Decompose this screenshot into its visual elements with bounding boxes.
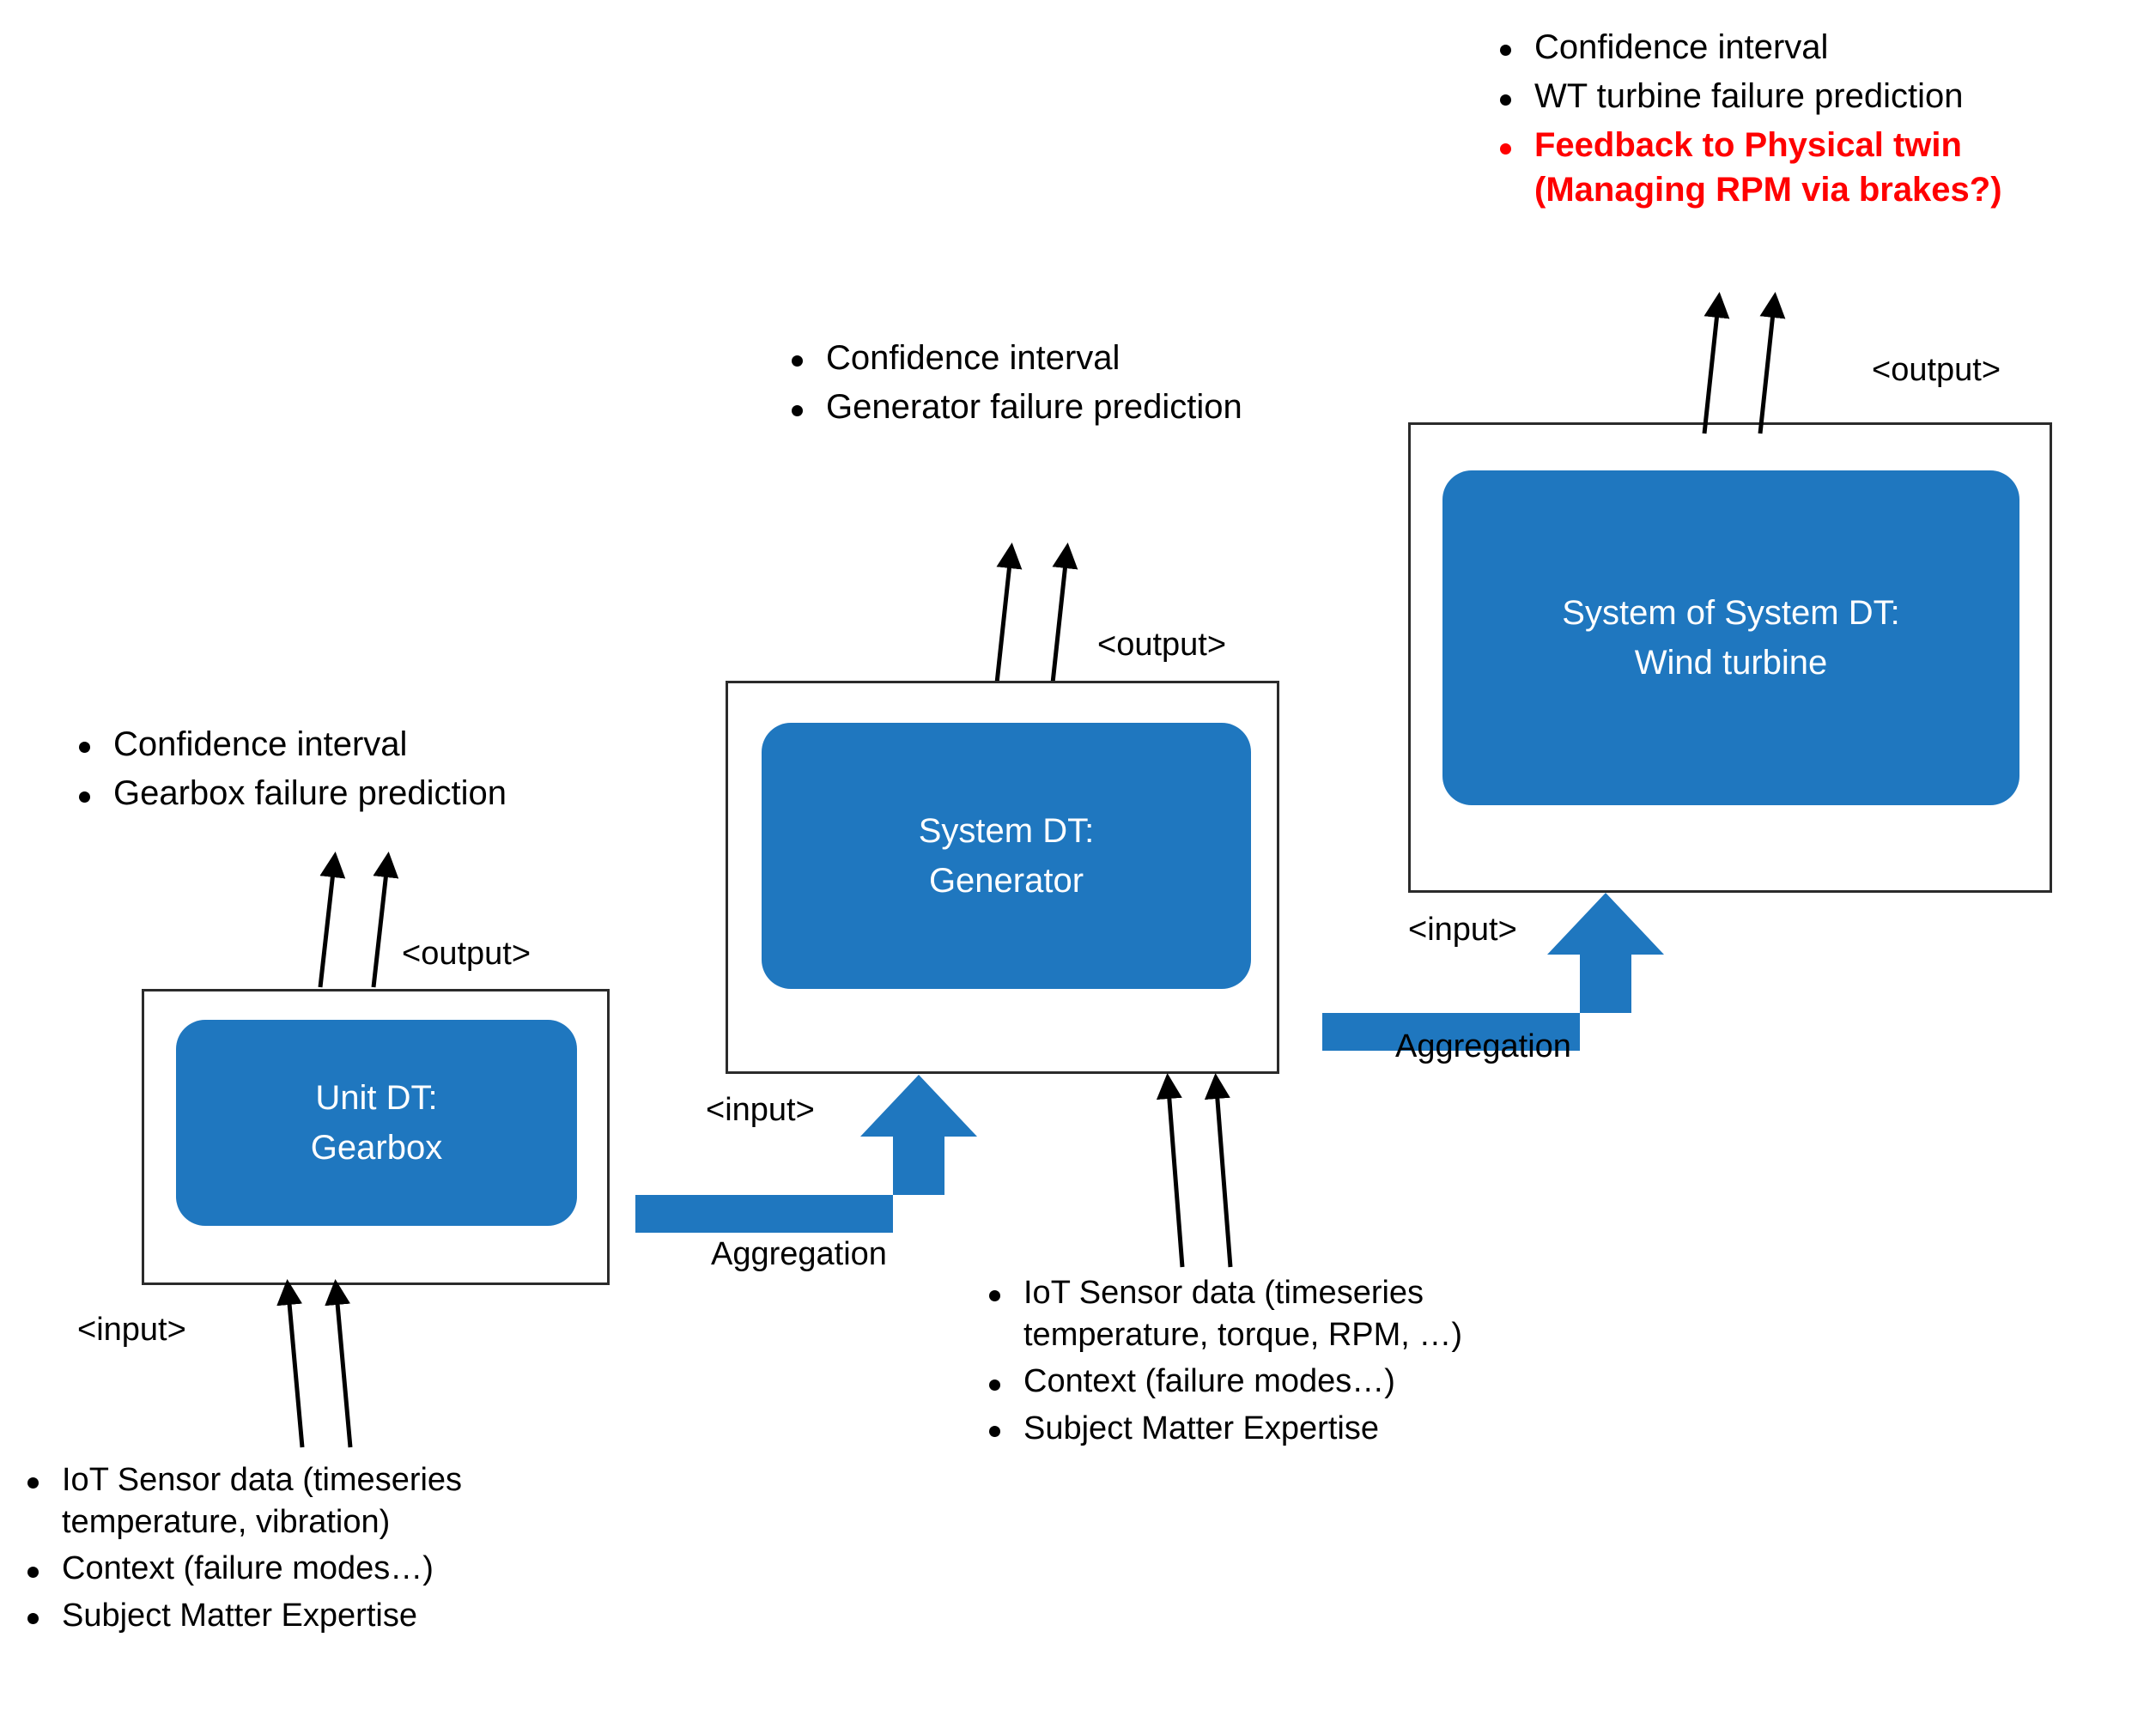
generator-output-item-1: Generator failure prediction: [773, 385, 1254, 429]
sos-output-tag: <output>: [1872, 352, 2001, 388]
generator-input-list: [970, 1272, 1554, 1455]
sos-input-tag: <input>: [1408, 912, 1517, 948]
sos-output-arrows: [1657, 292, 1846, 438]
generator-dt-line2: Generator: [928, 862, 1084, 900]
generator-input-arrows: [1163, 1073, 1318, 1270]
generator-dt-line1: System DT:: [918, 812, 1095, 850]
generator-input-item-0: IoT Sensor data (timeseries temperature, torque, RPM, …): [970, 1272, 1554, 1355]
turbine-output-item-0: Confidence interval: [1481, 26, 2134, 70]
gearbox-input-item-2: Subject Matter Expertise: [9, 1595, 627, 1637]
gearbox-output-tag: <output>: [402, 936, 531, 972]
gearbox-dt-line1: Unit DT:: [315, 1079, 438, 1117]
aggregation-label-2: Aggregation: [1395, 1028, 1571, 1064]
sos-dt-line2: Wind turbine: [1634, 644, 1828, 682]
generator-output-arrows: [970, 541, 1133, 695]
gearbox-input-tag: <input>: [77, 1312, 186, 1348]
gearbox-input-arrows: [283, 1279, 438, 1451]
generator-dt-box: [762, 723, 1251, 989]
generator-output-tag: <output>: [1097, 627, 1227, 663]
turbine-feedback-item: Feedback to Physical twin (Managing RPM via brakes?): [1481, 124, 2134, 211]
gearbox-dt-box: [176, 1020, 577, 1226]
sos-dt-box: [1442, 470, 2019, 805]
gearbox-input-list: [9, 1459, 627, 1642]
gearbox-output-item-1: Gearbox failure prediction: [60, 772, 678, 816]
turbine-output-list: [1481, 26, 2134, 217]
gearbox-dt-line2: Gearbox: [310, 1129, 443, 1167]
gearbox-output-list: [60, 723, 678, 821]
generator-input-item-2: Subject Matter Expertise: [970, 1408, 1554, 1450]
sos-dt-line1: System of System DT:: [1562, 594, 1900, 632]
aggregation-label-1: Aggregation: [711, 1236, 887, 1272]
turbine-output-item-1: WT turbine failure prediction: [1481, 75, 2134, 118]
generator-output-list: [773, 337, 1254, 434]
gearbox-input-item-0: IoT Sensor data (timeseries temperature, vibration): [9, 1459, 627, 1543]
aggregation-arrow-1: [635, 1075, 1056, 1238]
gearbox-output-item-0: Confidence interval: [60, 723, 678, 767]
generator-output-item-0: Confidence interval: [773, 337, 1254, 380]
generator-input-tag: <input>: [706, 1092, 815, 1128]
generator-input-item-1: Context (failure modes…): [970, 1361, 1554, 1403]
gearbox-input-item-1: Context (failure modes…): [9, 1548, 627, 1590]
